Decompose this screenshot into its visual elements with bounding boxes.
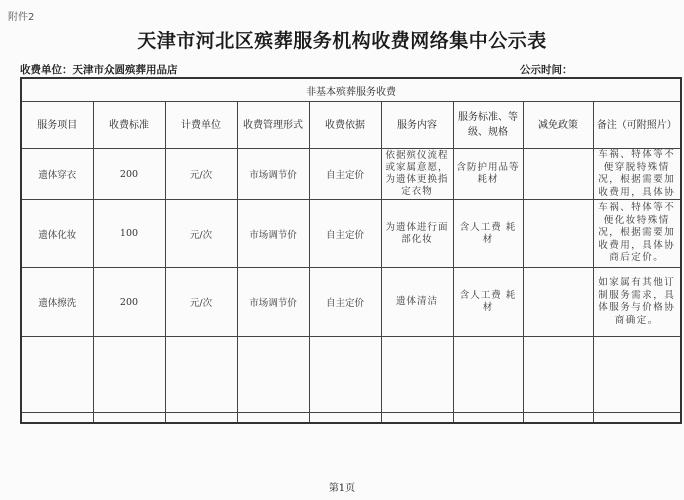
header-cell: 减免政策 <box>523 102 593 149</box>
empty-cell <box>165 413 237 424</box>
empty-cell <box>237 337 309 413</box>
service-content: 依据殡仪流程或家属意愿，为遗体更换指定衣物 <box>381 149 453 200</box>
header-cell: 收费依据 <box>309 102 381 149</box>
empty-cell <box>523 413 593 424</box>
empty-cell <box>237 413 309 424</box>
relief-policy <box>523 268 593 337</box>
management-form: 市场调节价 <box>237 268 309 337</box>
service-item: 遗体化妆 <box>21 200 93 268</box>
remark: 车祸、特体等不便穿脱特殊情况，根据需要加收费用，具体协 <box>593 149 681 200</box>
empty-cell <box>93 337 165 413</box>
service-standard: 含防护用品等耗材 <box>453 149 523 200</box>
attachment-label: 附件2 <box>8 12 35 23</box>
empty-cell <box>381 337 453 413</box>
billing-unit: 元/次 <box>165 200 237 268</box>
table-row <box>21 149 681 200</box>
empty-cell <box>381 413 453 424</box>
empty-cell <box>593 337 681 413</box>
fee-basis: 自主定价 <box>309 200 381 268</box>
remark: 车祸、特体等不便化妆特殊情况，根据需要加收费用，具体协商后定价。 <box>593 200 681 268</box>
empty-cell <box>93 413 165 424</box>
management-form: 市场调节价 <box>237 149 309 200</box>
header-cell: 备注（可附照片） <box>593 102 681 149</box>
remark: 如家属有其他订制服务需求，具体服务与价格协商确定。 <box>593 268 681 337</box>
relief-policy <box>523 149 593 200</box>
header-cell: 服务内容 <box>381 102 453 149</box>
publish-date-label: 公示时间： <box>520 64 573 76</box>
empty-cell <box>165 337 237 413</box>
service-content: 遗体清洁 <box>381 268 453 337</box>
fee-unit-value: 天津市众圆殡葬用品店 <box>72 64 178 76</box>
empty-cell <box>309 337 381 413</box>
management-form: 市场调节价 <box>237 200 309 268</box>
empty-row <box>21 337 681 413</box>
service-item: 遗体穿衣 <box>21 149 93 200</box>
empty-cell <box>593 413 681 424</box>
empty-cell <box>309 413 381 424</box>
empty-cell <box>21 337 93 413</box>
table-row <box>21 200 681 268</box>
empty-cell <box>21 413 93 424</box>
table-row <box>21 268 681 337</box>
header-cell: 计费单位 <box>165 102 237 149</box>
fee-standard: 100 <box>93 200 165 268</box>
fee-standard: 200 <box>93 149 165 200</box>
table-band-title: 非基本殡葬服务收费 <box>21 78 681 102</box>
fee-basis: 自主定价 <box>309 149 381 200</box>
page-title: 天津市河北区殡葬服务机构收费网络集中公示表 <box>137 30 547 52</box>
empty-cell <box>523 337 593 413</box>
billing-unit: 元/次 <box>165 268 237 337</box>
empty-cell <box>453 337 523 413</box>
fee-basis: 自主定价 <box>309 268 381 337</box>
empty-row <box>21 413 681 424</box>
header-cell: 服务项目 <box>21 102 93 149</box>
empty-cell <box>453 413 523 424</box>
billing-unit: 元/次 <box>165 149 237 200</box>
service-item: 遗体擦洗 <box>21 268 93 337</box>
header-cell: 收费标准 <box>93 102 165 149</box>
relief-policy <box>523 200 593 268</box>
header-cell: 收费管理形式 <box>237 102 309 149</box>
page-number: 第1页 <box>328 483 356 494</box>
fee-table <box>20 77 682 424</box>
service-content: 为遗体进行面部化妆 <box>381 200 453 268</box>
service-standard: 含人工费 耗材 <box>453 200 523 268</box>
fee-standard: 200 <box>93 268 165 337</box>
fee-unit <box>20 62 178 77</box>
header-row <box>21 102 681 149</box>
fee-unit-label: 收费单位： <box>20 64 73 76</box>
header-cell: 服务标准、等级、规格 <box>453 102 523 149</box>
service-standard: 含人工费 耗材 <box>453 268 523 337</box>
